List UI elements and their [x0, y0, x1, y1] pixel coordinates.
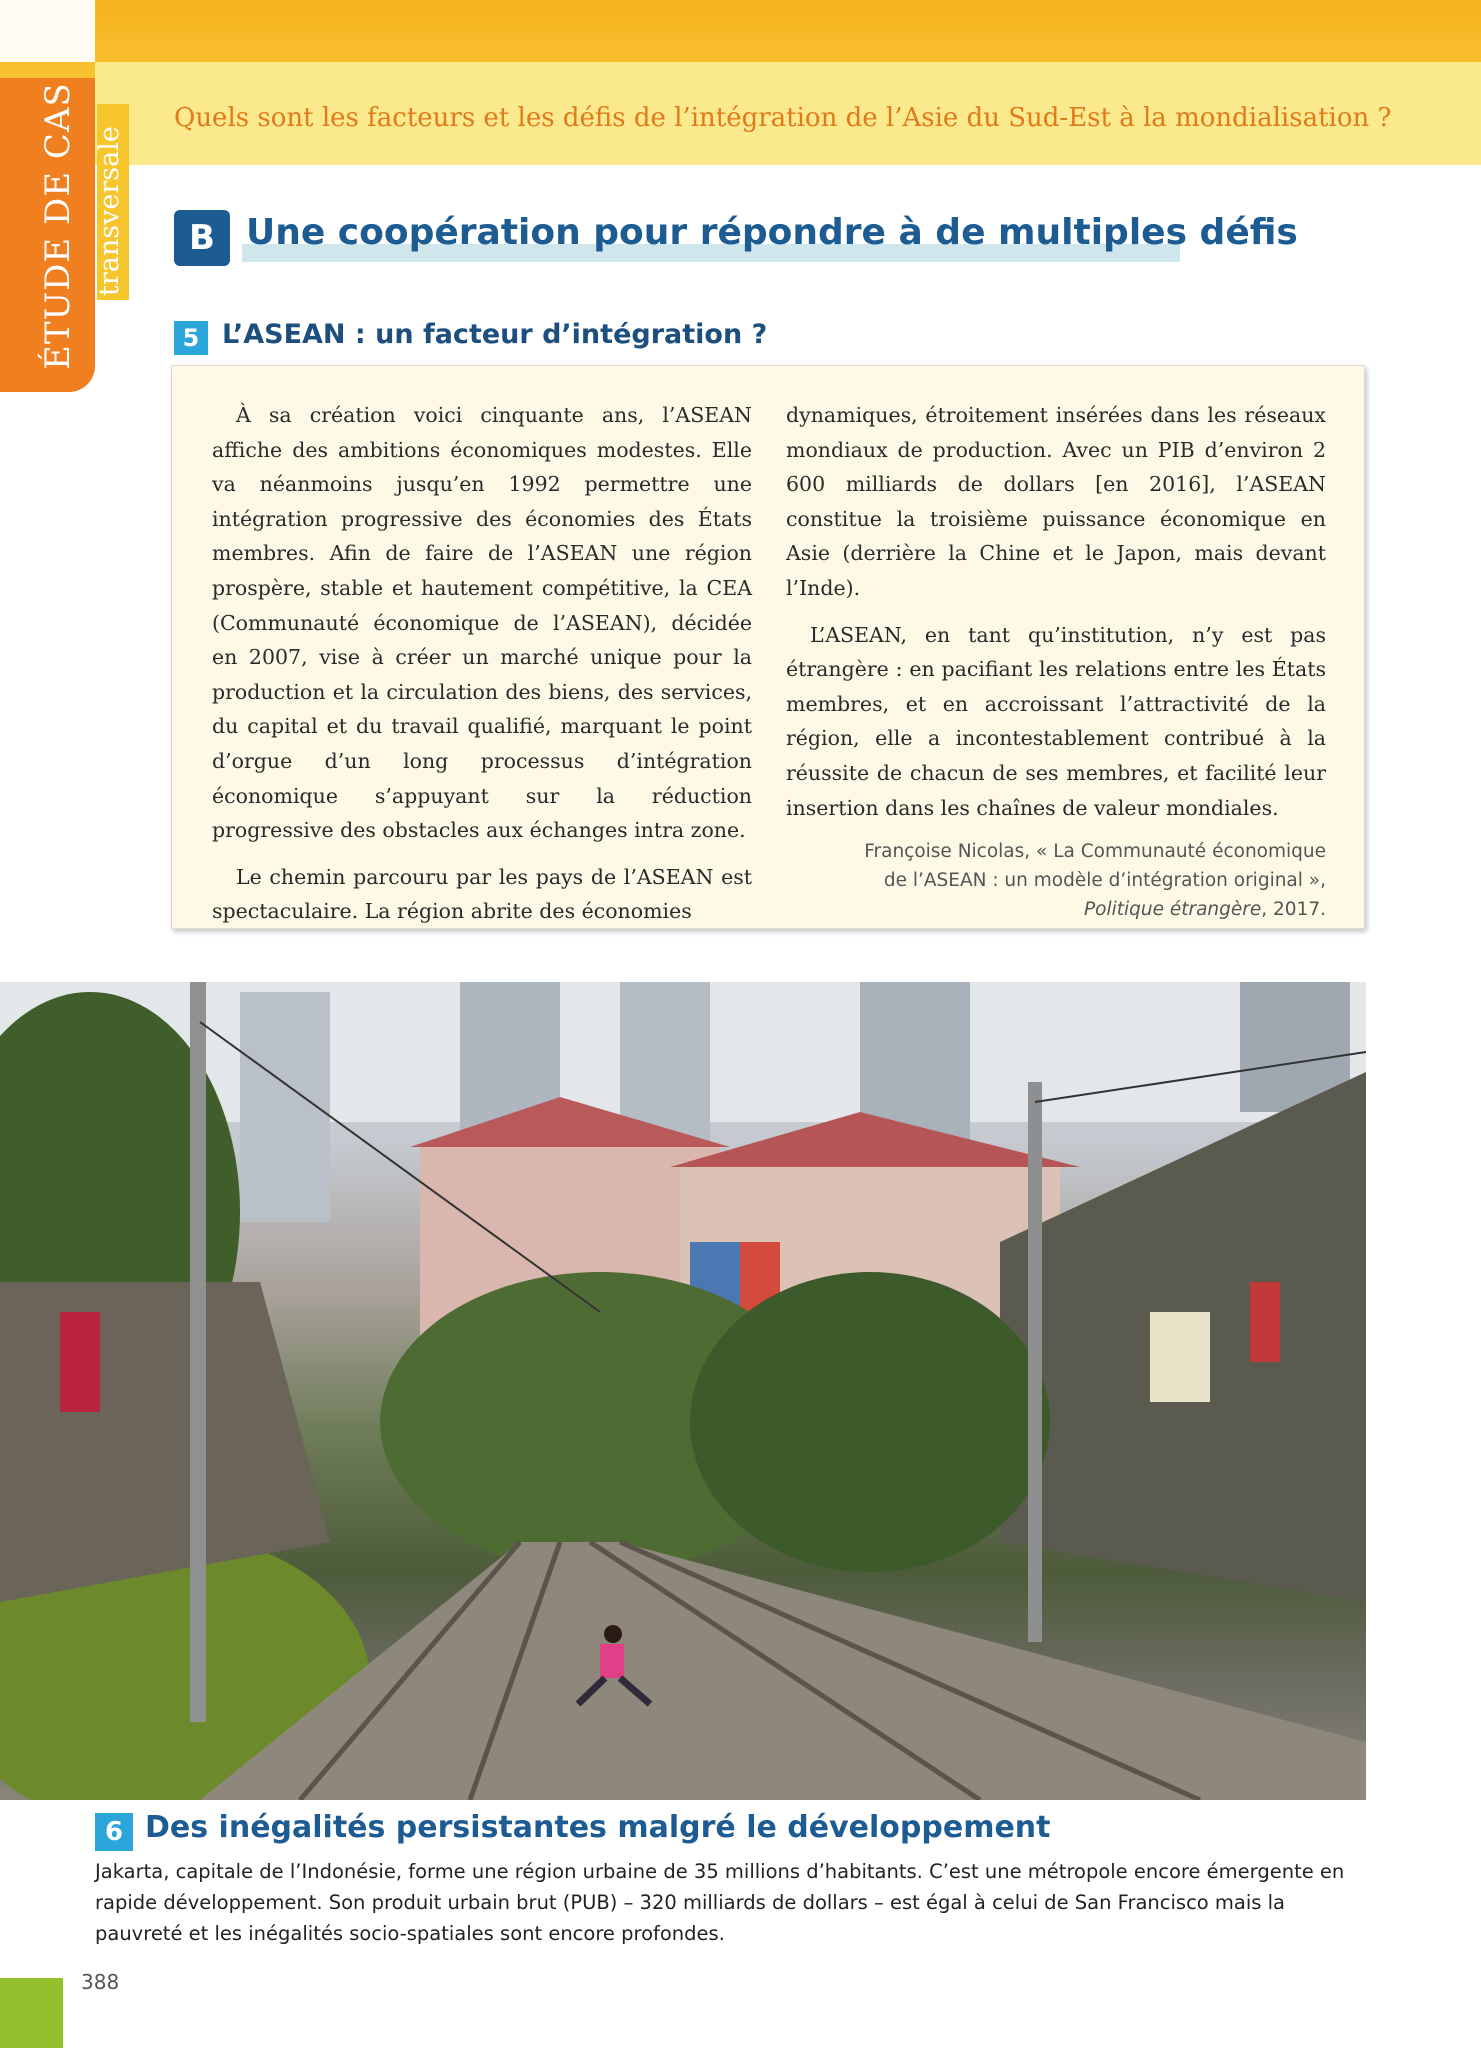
photo-illustration [0, 982, 1366, 1800]
source-line [786, 895, 1326, 924]
source-year: , 2017. [1261, 899, 1326, 921]
page-number: 388 [81, 1970, 120, 1994]
document-title: L’ASEAN : un facteur d’intégration ? [222, 319, 768, 350]
chapter-question: Quels sont les facteurs et les défis de l’intégration de l’Asie du Sud-Est à la mondialisation ? [174, 103, 1392, 133]
source-line: de l’ASEAN : un modèle d’intégration original », [883, 870, 1326, 892]
document-number-badge: 5 [174, 321, 208, 355]
document-text-box [171, 365, 1365, 929]
document-number-badge: 6 [95, 1813, 133, 1851]
footer-color-bar [0, 1978, 63, 2048]
section-title: Une coopération pour répondre à de multiples défis [246, 212, 1298, 253]
paragraph: À sa création voici cinquante ans, l’ASEAN affiche des ambitions économiques modestes. Elle va néanmoins jusqu’en 1992 permettre une intégration progressive des économies des États membres. Afin de faire de l’ASEAN une région prospère, stable et hautement compétitive, la CEA (Communauté économique de l’ASEAN), décidée en 2007, vise à créer un marché unique pour la production et la circulation des biens, des services, du capital et du travail qualifié, marquant le point d’orgue d’un long processus d’intégration économique s’appuyant sur la réduction progressive des obstacles aux échanges intra zone. [212, 403, 752, 843]
source-citation [786, 837, 1326, 924]
photo-caption: Jakarta, capitale de l’Indonésie, forme une région urbaine de 35 millions d’habitants. C’est une métropole encore émergente en rapide développement. Son produit urbain brut (PUB) – 320 milliards de dollars – est égal à celui de San Francisco mais la pauvreté et les inégalités socio-spatiales sont encore profondes. [95, 1860, 1345, 1945]
source-line: Françoise Nicolas, « La Communauté économique [864, 841, 1326, 863]
case-study-label: ÉTUDE DE CAS [38, 82, 78, 370]
paragraph: dynamiques, étroitement insérées dans les réseaux mondiaux de production. Avec un PIB d’environ 2 600 milliards de dollars [en 2016], l’ASEAN constitue la troisième puissance économique en Asie (derrière la Chine et le Japon, mais devant l’Inde). [786, 403, 1326, 600]
case-study-sublabel: transversale [94, 126, 125, 296]
source-journal: Politique étrangère [1083, 899, 1262, 921]
document-title: Des inégalités persistantes malgré le développement [145, 1810, 1051, 1845]
jakarta-photo [0, 982, 1366, 1800]
section-letter-badge: B [174, 210, 230, 266]
header-notch [0, 0, 95, 62]
text-column-left [212, 398, 752, 941]
paragraph: L’ASEAN, en tant qu’institution, n’y est pas étrangère : en pacifiant les relations entre les États membres, et en accroissant l’attractivité de la région, elle a incontestablement contribué à la réussite de chacun de ses membres, et facilité leur insertion dans les chaînes de valeur mondiales. [786, 622, 1326, 820]
paragraph: Le chemin parcouru par les pays de l’ASEAN est spectaculaire. La région abrite des économies [212, 864, 752, 924]
text-column-right [786, 398, 1326, 924]
